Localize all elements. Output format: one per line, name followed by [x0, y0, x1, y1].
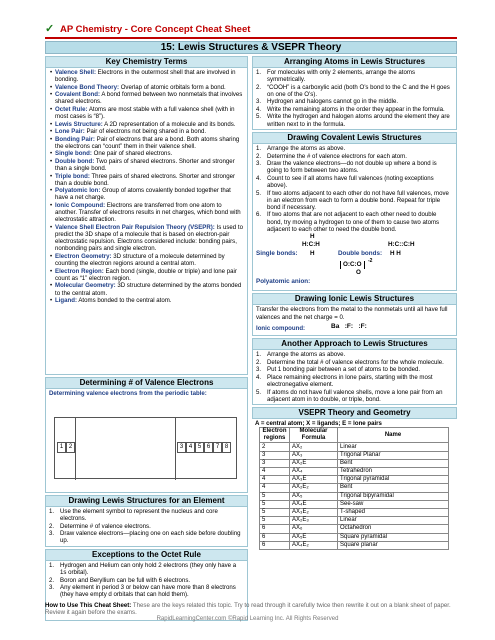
step-number: 1. [49, 561, 55, 569]
checkmark-icon: ✓ [45, 22, 55, 35]
step-number: 1. [256, 145, 262, 153]
term-definition: Electrons are transferred from one atom to another. Transfer of electrons results in net charges, which bond with electrostatic attraction. [55, 201, 241, 224]
right-column [252, 56, 457, 621]
group-label: 8 [222, 442, 231, 453]
table-cell: AX₅E [290, 533, 338, 541]
structure-text: H H [390, 250, 401, 258]
group-label: 2 [66, 442, 75, 453]
table-cell: 4 [260, 476, 290, 484]
periodic-table-diagram [54, 417, 237, 479]
term-definition: Overlap of atomic orbitals form a bond. [119, 83, 226, 91]
step-number: 3. [49, 530, 55, 538]
key-term-item [49, 173, 244, 187]
term-definition: A bond formed between two nonmetals that involves shared electrons. [55, 91, 243, 106]
list-item [256, 113, 453, 127]
term-definition: Group of atoms covalently bonded together that have a net charge. [55, 187, 231, 202]
key-term-item [49, 268, 244, 282]
step-number: 3. [256, 98, 262, 106]
list-item [49, 508, 244, 522]
key-terms-box [45, 68, 248, 375]
step-text: For molecules with only 2 elements, arrange the atoms symmetrically. [267, 69, 416, 84]
table-cell: 5 [260, 492, 290, 500]
term-name: Bonding Pair: [55, 135, 95, 143]
table-row [260, 468, 449, 476]
step-number: 2. [49, 522, 55, 530]
arranging-list [256, 69, 453, 128]
step-text: Write the hydrogen and halogen atoms around the element they are written next to in the formula. [267, 113, 450, 128]
bullet-icon: • [50, 83, 53, 91]
table-cell: Linear [338, 443, 449, 451]
footer-note [45, 602, 457, 617]
table-row [260, 451, 449, 459]
term-definition: One pair of shared electrons. [91, 150, 173, 158]
table-cell: AX₄E₂ [290, 541, 338, 549]
list-item [256, 359, 453, 366]
group-label: 7 [213, 442, 222, 453]
key-term-item [49, 158, 244, 172]
term-definition: Is used to predict the 3D shape of a molecule that is based on electron-pair electrostatic repulsion. Electrons considered include: bonding pairs, nonbonding pairs and single electron. [55, 223, 243, 253]
step-number: 5. [256, 189, 262, 197]
table-cell: 3 [260, 459, 290, 467]
key-term-item [49, 224, 244, 253]
structure-text: H [310, 233, 315, 241]
step-number: 2. [256, 358, 262, 366]
table-cell: AX₆ [290, 525, 338, 533]
table-cell: 6 [260, 533, 290, 541]
step-text: Determine the # of valence electrons for each atom. [267, 152, 407, 160]
key-term-item [49, 136, 244, 150]
covalent-box [252, 144, 457, 291]
key-term-item [49, 69, 244, 83]
term-definition: Two pairs of shared electrons. Shorter and stronger than a single bond. [55, 157, 235, 173]
double-bonds-label: Double bonds: [338, 250, 383, 258]
list-item [256, 106, 453, 113]
covalent-structures [256, 233, 453, 289]
bullet-icon: • [50, 120, 53, 128]
list-item [256, 69, 453, 83]
table-row [260, 492, 449, 500]
step-number: 3. [256, 160, 262, 168]
table-cell: See-saw [338, 500, 449, 508]
structure-text: O [356, 269, 361, 277]
exceptions-header: Exceptions to the Octet Rule [45, 549, 248, 561]
term-definition: Pair of electrons not being shared in a bond. [84, 128, 207, 136]
table-divider [75, 418, 84, 480]
bullet-icon: • [50, 135, 53, 143]
table-cell: AX₄E [290, 500, 338, 508]
bullet-icon: • [50, 91, 53, 99]
group-label: 4 [186, 442, 195, 453]
structure-text: H:C::C:H [388, 241, 415, 249]
covalent-header: Drawing Covalent Lewis Structures [252, 132, 457, 144]
group-label: 1 [57, 442, 66, 453]
table-cell: Tetrahedron [338, 468, 449, 476]
group-label: 3 [177, 442, 186, 453]
table-row [260, 459, 449, 467]
step-text: Boron and Beryllium can be full with 6 electrons. [60, 576, 191, 584]
step-number: 3. [256, 366, 262, 374]
bullet-icon: • [50, 267, 53, 275]
charge-text: -2 [368, 258, 373, 265]
step-text: Any element in period 3 or below can have more than 8 electrons (they have empty d orbitals that can hold them). [60, 584, 236, 599]
key-term-item [49, 297, 244, 304]
vsepr-box [252, 419, 457, 551]
table-cell: Bent [338, 459, 449, 467]
table-cell: Square planar [338, 541, 449, 549]
list-item [256, 351, 453, 358]
arranging-header: Arranging Atoms in Lewis Structures [252, 56, 457, 68]
list-item [256, 145, 453, 152]
term-name: Covalent Bond: [55, 91, 101, 99]
key-term-item [49, 84, 244, 91]
term-name: Lewis Structure: [55, 120, 103, 128]
step-number: 1. [49, 508, 55, 515]
table-cell: 4 [260, 484, 290, 492]
bullet-icon: • [50, 282, 53, 290]
term-name: Octet Rule: [55, 105, 88, 113]
vsepr-legend: A = central atom; X = ligands; E = lone pairs [255, 420, 382, 428]
key-term-item [49, 106, 244, 120]
ionic-compound-label: Ionic compound: [256, 325, 306, 333]
list-item [256, 98, 453, 105]
arranging-box [252, 68, 457, 130]
step-text: “COOH” is a carboxylic acid (both O’s bond to the C and the H goes on one of the O’s). [267, 83, 450, 98]
step-text: Write the remaining atoms in the order they appear in the formula. [267, 105, 445, 113]
step-text: Determine the total # of valence electrons for the whole molecule. [267, 358, 444, 366]
step-number: 1. [256, 351, 262, 359]
term-name: Valence Shell Electron Pair Repulsion Theory (VSEPR): [55, 223, 215, 231]
bullet-icon: • [50, 105, 53, 113]
covalent-list [256, 145, 453, 233]
term-definition: Atoms bonded to the central atom. [77, 297, 172, 305]
list-item [49, 577, 244, 584]
step-text: Count to see if all atoms have full valences (noting exceptions above). [267, 174, 434, 190]
table-cell: AX₄ [290, 468, 338, 476]
key-term-item [49, 121, 244, 128]
term-name: Polyatomic Ion: [55, 187, 101, 195]
single-bonds-label: Single bonds: [256, 250, 298, 258]
step-text: If two atoms that are not adjacent to each other need to double bond, try moving a hydrogen to one of them to cause two atoms adjacent to each other to need the double bond. [267, 211, 440, 233]
list-item [49, 562, 244, 576]
bullet-icon: • [50, 297, 53, 305]
valence-label: Determining valence electrons from the periodic table: [49, 390, 207, 397]
ionic-box [252, 305, 457, 336]
table-cell: 5 [260, 500, 290, 508]
step-text: Determine # of valence electrons. [60, 522, 151, 530]
step-text: Draw the valence electrons—do not double up where a bond is going to form between two atoms. [267, 160, 437, 175]
list-item [256, 175, 453, 189]
list-item [256, 190, 453, 212]
bullet-icon: • [50, 187, 53, 195]
step-text: Hydrogen and halogens cannot go in the middle. [267, 98, 399, 106]
key-term-item [49, 91, 244, 105]
step-text: Arrange the atoms as above. [267, 145, 346, 153]
step-text: Arrange the atoms as above. [267, 351, 346, 359]
step-text: Use the element symbol to represent the nucleus and core electrons. [60, 508, 218, 523]
table-cell: Octahedron [338, 525, 449, 533]
term-definition: 3D structure determined by the atoms bonded to the central atom. [55, 282, 242, 297]
approach-box [252, 350, 457, 405]
key-term-item [49, 150, 244, 157]
columns [45, 56, 457, 621]
bullet-icon: • [50, 252, 53, 260]
drawing-element-header: Drawing Lewis Structures for an Element [45, 495, 248, 507]
bullet-icon: • [50, 172, 53, 180]
step-number: 1. [256, 69, 262, 76]
step-text: If atoms do not have full valence shells, move a lone pair from an adjacent atom in to double, or triple, bond. [267, 388, 443, 403]
table-cell: T-shaped [338, 508, 449, 516]
table-cell: AX₂ [290, 443, 338, 451]
bullet-icon: • [50, 150, 53, 158]
key-term-item [49, 128, 244, 135]
term-name: Ionic Compound: [55, 201, 106, 209]
list-item [256, 366, 453, 373]
step-text: Place remaining electrons in lone pairs, starting with the most electronegative element. [267, 373, 433, 389]
list-item [256, 160, 453, 174]
step-number: 2. [256, 152, 262, 160]
step-number: 5. [256, 113, 262, 121]
vsepr-table [259, 427, 449, 549]
polyatomic-anion-label: Polyatomic anion: [256, 278, 311, 286]
approach-header: Another Approach to Lewis Structures [252, 338, 457, 350]
brand-bar [45, 22, 457, 36]
table-cell: AX₂E₃ [290, 517, 338, 525]
term-definition: 3D structure of a molecule determined by counting the electron regions around a central atom. [55, 252, 225, 268]
structure-text: H [310, 250, 315, 258]
table-cell: Trigonal bipyramidal [338, 492, 449, 500]
footer-lead: How to Use This Cheat Sheet: [45, 602, 132, 609]
list-item [256, 153, 453, 160]
list-item [256, 374, 453, 388]
step-number: 3. [49, 584, 55, 592]
bullet-icon: • [50, 201, 53, 209]
brand-rule [45, 37, 457, 39]
list-item [49, 530, 244, 544]
copyright: RapidLearningCenter.com ©Rapid Learning Inc. All Rights Reserved [156, 616, 339, 622]
term-name: Lone Pair: [55, 128, 85, 136]
list-item [256, 84, 453, 98]
table-cell: Linear [338, 517, 449, 525]
valence-header: Determining # of Valence Electrons [45, 377, 248, 389]
brand-title: AP Chemistry - Core Concept Cheat Sheet [60, 23, 251, 35]
table-row [260, 517, 449, 525]
footer-text: These are the keys related this topic. Try to read through it carefully twice then rewrite it out on a blank sheet of paper. Review it again before the exams. [45, 602, 451, 617]
table-cell: AX₂E₂ [290, 484, 338, 492]
step-text: Draw valence electrons—placing one on each side before doubling up. [60, 530, 241, 545]
key-terms-header: Key Chemistry Terms [45, 56, 248, 68]
table-row [260, 541, 449, 549]
table-cell: AX₅ [290, 492, 338, 500]
table-cell: 5 [260, 517, 290, 525]
table-cell: Trigonal Planar [338, 451, 449, 459]
table-cell: 2 [260, 443, 290, 451]
table-cell: 6 [260, 525, 290, 533]
term-name: Double bond: [55, 157, 95, 165]
step-text: Hydrogen and Helium can only hold 2 electrons (they only have a 1s orbital). [60, 561, 237, 577]
step-number: 4. [256, 105, 262, 113]
step-number: 6. [256, 211, 262, 219]
ionic-structure: Ba :F: :F: [331, 323, 367, 331]
table-row [260, 476, 449, 484]
term-definition: Atoms are most stable with a full valence shell (with in most cases is “8”). [55, 105, 235, 121]
structure-text: O:C:O [340, 261, 365, 268]
term-name: Ligand: [55, 297, 78, 305]
key-term-item [49, 253, 244, 267]
table-row [260, 484, 449, 492]
cheat-sheet-page [45, 22, 457, 617]
term-name: Molecular Geometry: [55, 282, 116, 290]
left-column [45, 56, 248, 621]
table-row [260, 443, 449, 451]
table-row [260, 525, 449, 533]
list-item [256, 211, 453, 233]
table-cell: AX₃ [290, 451, 338, 459]
table-row [260, 500, 449, 508]
table-cell: 3 [260, 451, 290, 459]
vsepr-table-header-row [260, 428, 449, 443]
page-title: 15: Lewis Structures & VSEPR Theory [45, 41, 457, 54]
key-term-item [49, 187, 244, 201]
list-item [49, 523, 244, 530]
step-number: 2. [256, 83, 262, 91]
table-cell: AX₃E [290, 476, 338, 484]
table-cell: AX₂E [290, 459, 338, 467]
key-term-item [49, 202, 244, 224]
term-definition: Each bond (single, double or triple) and lone pair count as “1” electron region. [55, 267, 237, 282]
term-name: Electron Region: [55, 267, 104, 275]
vsepr-header: VSEPR Theory and Geometry [252, 407, 457, 419]
term-name: Single bond: [55, 150, 92, 158]
table-cell: AX₃E₂ [290, 508, 338, 516]
key-term-item [49, 282, 244, 296]
term-name: Electron Geometry: [55, 252, 112, 260]
term-name: Valence Bond Theory: [55, 83, 119, 91]
approach-list [256, 351, 453, 403]
ionic-text: Transfer the electrons from the metal to the nonmetals until all have full valences and the net charge = 0. [256, 306, 448, 321]
column-header: Electron regions [260, 428, 290, 443]
step-text: If two atoms adjacent to each other do not have full valences, move in an electron from each to form a double bond. Repeat for triple bond if necessary. [267, 189, 449, 211]
step-number: 2. [49, 576, 55, 584]
term-definition: Electrons in the outermost shell that are involved in bonding. [55, 69, 236, 84]
bullet-icon: • [50, 157, 53, 165]
step-number: 5. [256, 388, 262, 396]
table-cell: Trigonal pyramidal [338, 476, 449, 484]
table-cell: Bent [338, 484, 449, 492]
step-number: 4. [256, 373, 262, 381]
ionic-header: Drawing Ionic Lewis Structures [252, 293, 457, 305]
drawing-element-list [49, 508, 244, 545]
term-definition: Pair of electrons that are a bond. Both atoms sharing the electrons can “count” them in their valence shell. [55, 135, 240, 150]
table-cell: 6 [260, 541, 290, 549]
list-item [256, 389, 453, 403]
step-text: Put 1 bonding pair between a set of atoms to be bonded. [267, 366, 421, 374]
bullet-icon: • [50, 128, 53, 136]
exceptions-list [49, 562, 244, 599]
term-name: Triple bond: [55, 172, 90, 180]
term-definition: A 2D representation of a molecule and its bonds. [102, 120, 236, 128]
term-name: Valence Shell: [55, 69, 96, 76]
column-header: Molecular Formula [290, 428, 338, 443]
valence-box [45, 389, 248, 493]
table-row [260, 533, 449, 541]
term-definition: Three pairs of shared electrons. Shorter and stronger than a double bond. [55, 172, 236, 187]
table-cell: 4 [260, 468, 290, 476]
drawing-element-box [45, 507, 248, 547]
structure-text: H:C:H [302, 241, 320, 249]
column-header: Name [338, 428, 449, 443]
list-item [49, 584, 244, 598]
group-label: 5 [195, 442, 204, 453]
table-cell: Square pyramidal [338, 533, 449, 541]
table-row [260, 508, 449, 516]
table-cell: 5 [260, 508, 290, 516]
bullet-icon: • [50, 69, 53, 76]
step-number: 4. [256, 174, 262, 182]
key-terms-list [49, 69, 244, 304]
vsepr-table-body [260, 443, 449, 549]
bullet-icon: • [50, 223, 53, 231]
group-label: 6 [204, 442, 213, 453]
